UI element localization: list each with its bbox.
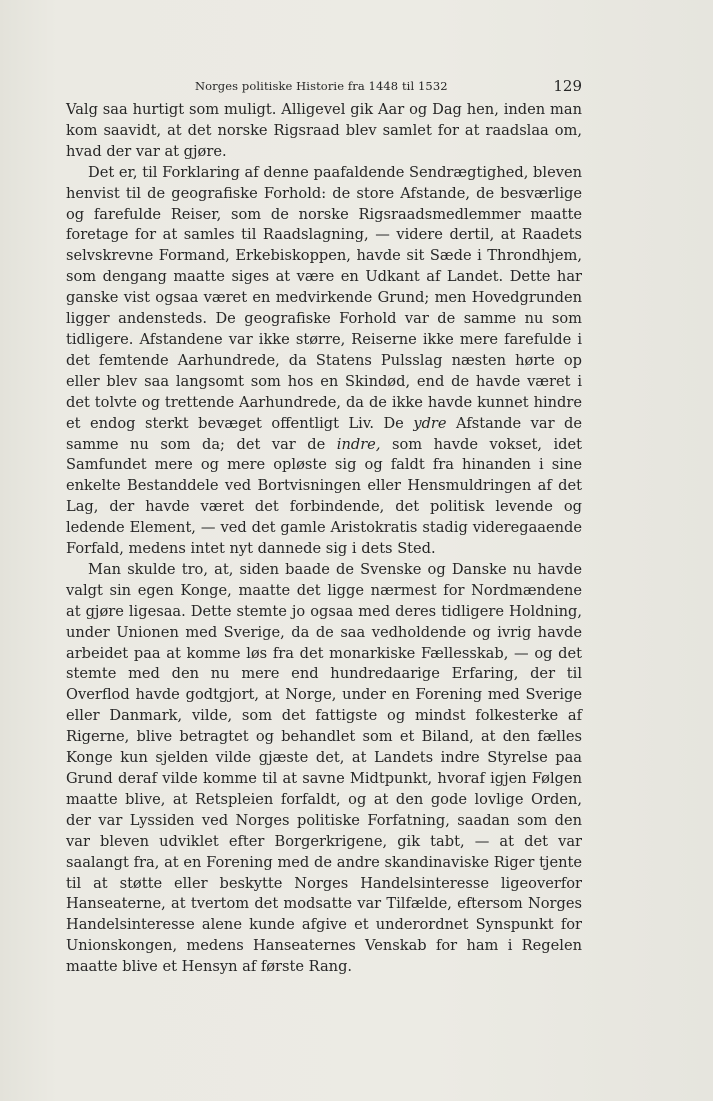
italic-ydre: ydre: [413, 414, 447, 432]
paragraph-2-part-3: som havde vokset, idet Samfundet mere og mere opløste sig og faldt fra hinanden i sine enkelte Bestanddele ved Bortvisningen eller Hensmuldringen af det Lag, der havde været det forbindende, det politisk levende og ledende Element, — ved det gamle Aristokratis stadig videregaaende Forfald, medens intet nyt dannede sig i dets Sted.: [66, 435, 583, 558]
paragraph-1: Valg saa hurtigt som muligt. Alligevel gik Aar og Dag hen, inden man kom saavidt, at det norske Rigsraad blev samlet for at raadslaa om, hvad der var at gjøre.: [66, 101, 582, 160]
body-text: [66, 100, 582, 978]
italic-indre: indre,: [336, 435, 381, 453]
page-header: [66, 77, 582, 97]
paragraph-2-part-1: Det er, til Forklaring af denne paafaldende Sendrægtighed, bleven henvist til de geografiske Forhold: de store Afstande, de besværlige og farefulde Reiser, som de norske Rigsraadsmedlemmer maatte foretage for at samles til Raadslagning, — videre dertil, at Raadets selvskrevne Formand, Erkebiskoppen, havde sit Sæde i Throndhjem, som dengang maatte siges at være en Udkant af Landet. Dette har ganske vist ogsaa været en medvirkende Grund; men Hovedgrunden ligger andensteds. De geografiske Forhold var de samme nu som tidligere. Afstandene var ikke større, Reiserne ikke mere farefulde i det femtende Aarhundrede, da Statens Pulsslag næsten hørte op eller blev saa langsomt som hos en Skindød, end de havde været i det tolvte og trettende Aarhundrede, da de ikke havde kunnet hindre et endog sterkt bevæget offentligt Liv. De: [66, 163, 582, 432]
paragraph-3: Man skulde tro, at, siden baade de Svenske og Danske nu havde valgt sin egen Konge, maatte det ligge nærmest for Nordmændene at gjøre ligesaa. Dette stemte jo ogsaa med deres tidligere Holdning, under Unionen med Sverige, da de saa vedholdende og ivrig havde arbeidet paa at komme løs fra det monarkiske Fællesskab, — og det stemte med den nu mere end hundredaarige Erfaring, der til Overflod havde godtgjort, at Norge, under en Forening med Sverige eller Danmark, vilde, som det fattigste og mindst folkesterke af Rigerne, blive betragtet og behandlet som et Biland, at den fælles Konge kun sjelden vilde gjæste det, at Landets indre Styrelse paa Grund deraf vilde komme til at savne Midtpunkt, hvoraf igjen Følgen maatte blive, at Retspleien forfaldt, og at den gode lovlige Orden, der var Lyssiden ved Norges politiske Forfatning, saadan som den var bleven udviklet efter Borgerkrigene, gik tabt, — at det var saalangt fra, at en Forening med de andre skandinaviske Riger tjente til at støtte eller beskytte Norges Handelsinteresse ligeoverfor Hanseaterne, at tvertom det modsatte var Tilfælde, eftersom Norges Handelsinteresse alene kunde afgive et underordnet Synspunkt for Unionskongen, medens Hanseaternes Venskab for ham i Regelen maatte blive et Hensyn af første Rang.: [66, 560, 582, 976]
running-title: Norges politiske Historie fra 1448 til 1532: [195, 79, 448, 93]
page-number: 129: [553, 77, 582, 95]
paragraph-2: [66, 163, 582, 560]
paragraph-2-part-2: Afstande var de samme nu som da; det var de: [66, 414, 583, 453]
